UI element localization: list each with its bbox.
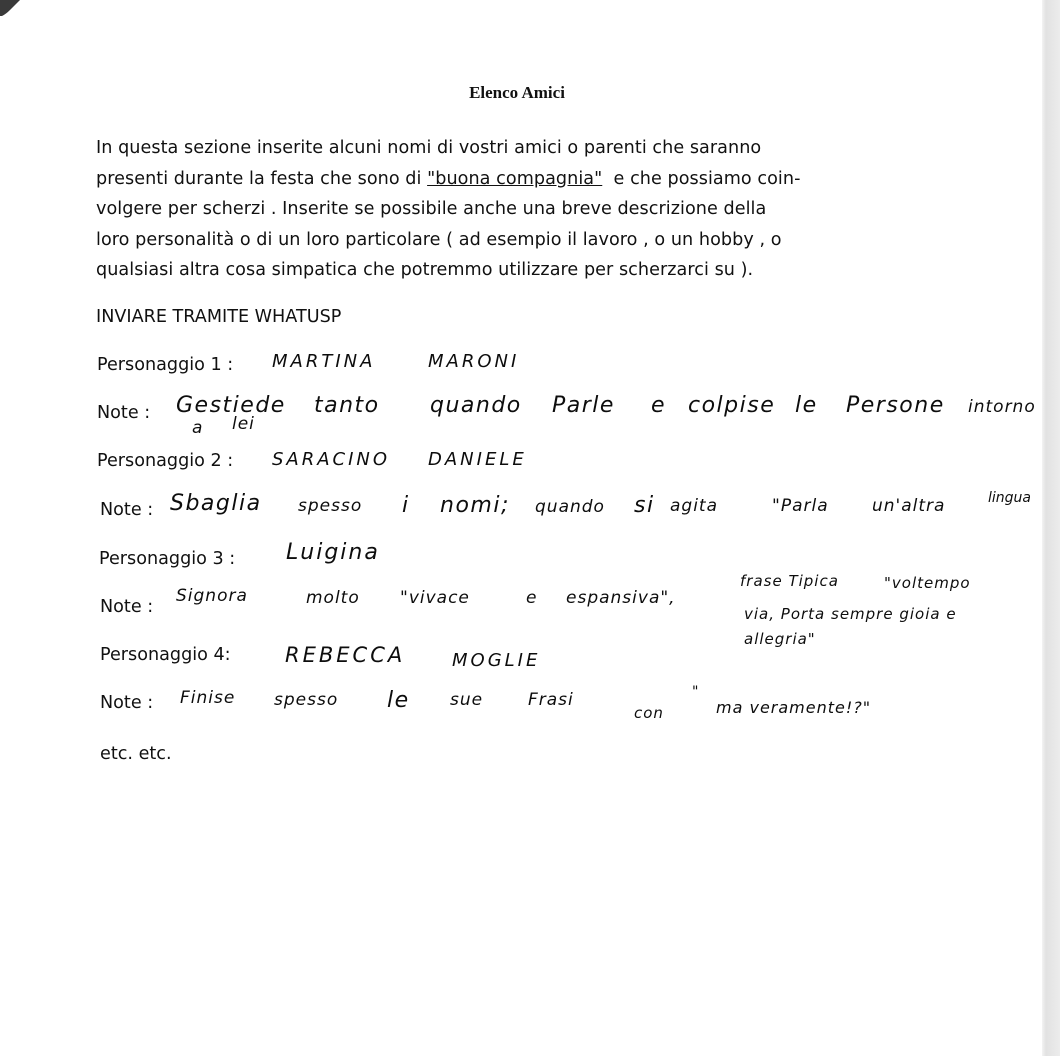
note-word: ma veramente!?" — [716, 698, 872, 717]
person-label-3: Personaggio 3 : — [99, 549, 236, 569]
intro-text: e che possiamo coin- — [602, 168, 801, 189]
note-word: allegria" — [744, 630, 816, 648]
intro-line — [96, 164, 976, 195]
note-word: si — [634, 493, 655, 518]
note-word: molto — [306, 588, 360, 608]
note-word: intorno — [968, 397, 1036, 417]
buona-compagnia-text: "buona compagnia" — [427, 168, 603, 189]
person-name-4: REBECCA — [285, 643, 406, 667]
person-surname-2: DANIELE — [428, 449, 527, 470]
send-instruction: INVIARE TRAMITE WHATUSP — [96, 307, 342, 327]
note-word: " — [692, 684, 700, 700]
person-label-4: Personaggio 4: — [100, 645, 231, 665]
note-word: quando — [430, 393, 522, 418]
page-edge-shadow — [1042, 0, 1060, 1056]
person-name-2: SARACINO — [272, 449, 391, 470]
intro-line: volgere per scherzi . Inserite se possibile anche una breve descrizione della — [96, 199, 767, 220]
note-word: tanto — [314, 393, 380, 418]
note-label-4: Note : — [100, 693, 154, 713]
note-word: le — [795, 393, 818, 418]
note-word: i — [402, 493, 410, 518]
person-label-1: Personaggio 1 : — [97, 355, 234, 375]
intro-line: qualsiasi altra cosa simpatica che potremmo utilizzare per scherzarci su ). — [96, 260, 754, 281]
intro-text: presenti durante la festa che sono di — [96, 168, 428, 189]
note-label-3: Note : — [100, 597, 154, 617]
note-word: a — [192, 418, 204, 438]
note-word: quando — [535, 497, 605, 517]
note-word: con — [634, 704, 664, 722]
note-word: via, Porta sempre gioia e — [744, 605, 957, 623]
note-word: Finise — [180, 688, 236, 708]
note-word: Gestiede — [176, 393, 286, 418]
note-word: spesso — [298, 496, 363, 516]
page-title: Elenco Amici — [469, 83, 565, 102]
note-word: spesso — [274, 690, 339, 710]
intro-paragraph — [96, 133, 976, 286]
note-word: Sbaglia — [170, 491, 262, 516]
note-word: Signora — [176, 586, 248, 606]
intro-line: loro personalità o di un loro particolare ( ad esempio il lavoro , o un hobby , o — [96, 229, 782, 250]
note-word: Parle — [552, 393, 615, 418]
note-word: espansiva", — [566, 588, 676, 608]
note-word: colpise — [688, 393, 776, 418]
person-surname-1: MARONI — [428, 351, 520, 372]
note-word: nomi; — [440, 493, 510, 518]
person-label-2: Personaggio 2 : — [97, 451, 234, 471]
pen-mark-icon — [0, 0, 22, 16]
note-label-2: Note : — [100, 500, 154, 520]
person-name-3: Luigina — [286, 540, 380, 565]
note-word: un'altra — [872, 496, 946, 516]
note-word: agita — [670, 496, 719, 516]
person-relation-4: MOGLIE — [452, 650, 541, 671]
note-word: "Parla — [772, 496, 829, 516]
person-name-1: MARTINA — [272, 351, 376, 372]
intro-line: In questa sezione inserite alcuni nomi di vostri amici o parenti che saranno — [96, 138, 762, 158]
note-word: "voltempo — [884, 574, 971, 592]
footer-etc: etc. etc. — [100, 744, 172, 764]
note-word: frase Tipica — [740, 572, 839, 590]
note-word: le — [387, 688, 410, 713]
note-word: lei — [232, 414, 255, 434]
note-word: sue — [450, 690, 484, 710]
note-word: lingua — [988, 490, 1031, 506]
note-label-1: Note : — [97, 403, 151, 423]
note-word: "vivace — [400, 588, 470, 608]
note-word: e — [651, 393, 667, 418]
note-word: Frasi — [528, 690, 574, 710]
note-word: Persone — [846, 393, 945, 418]
note-word: e — [526, 588, 538, 608]
